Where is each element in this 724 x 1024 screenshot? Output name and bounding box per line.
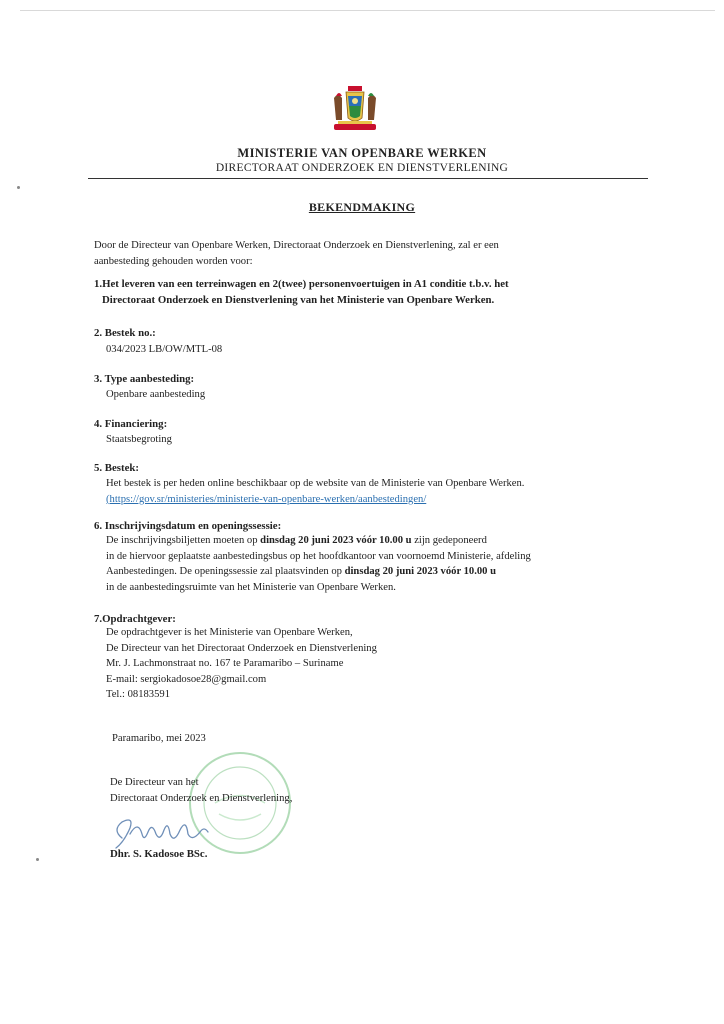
scan-speck <box>17 186 20 189</box>
scan-speck <box>36 858 39 861</box>
item-6-line <box>106 533 646 549</box>
item-6-line <box>106 564 646 580</box>
ministry-name: MINISTERIE VAN OPENBARE WERKEN <box>237 146 487 160</box>
client-email: E-mail: sergiokadosoe28@gmail.com <box>106 673 267 685</box>
item-3-value: Openbare aanbesteding <box>106 389 206 400</box>
item-7-text <box>106 625 646 703</box>
item-3-heading: 3. Type aanbesteding: <box>94 373 195 385</box>
item-6-line: in de aanbestedingsruimte van het Ministerie van Openbare Werken. <box>106 581 396 593</box>
item-6-text-fragment: zijn gedeponeerd <box>411 535 487 546</box>
item-6-text-fragment: De inschrijvingsbiljetten moeten op <box>106 535 261 546</box>
client-address: Mr. J. Lachmonstraat no. 167 te Paramaribo – Suriname <box>106 658 344 669</box>
intro-line: aanbesteding gehouden worden voor: <box>94 255 253 267</box>
item-5-heading: 5. Bestek: <box>94 462 139 474</box>
tender-website-link[interactable]: (https://gov.sr/ministeries/ministerie-van-openbare-werken/aanbestedingen/ <box>106 493 427 505</box>
client-line: De opdrachtgever is het Ministerie van Openbare Werken, <box>106 627 353 638</box>
intro-line: Door de Directeur van Openbare Werken, Directoraat Onderzoek en Dienstverlening, zal er een <box>94 240 499 251</box>
signatory-title-line: De Directeur van het <box>110 777 199 788</box>
item-1-line: 1.Het leveren van een terreinwagen en 2(twee) personenvoertuigen in A1 conditie t.b.v. het <box>94 278 509 290</box>
scan-edge-line <box>20 10 715 11</box>
coat-of-arms-icon <box>328 84 382 134</box>
signatory-title-line: Directoraat Onderzoek en Dienstverlening, <box>110 792 293 804</box>
item-6-line: in de hiervoor geplaatste aanbestedingsbus op het hoofdkantoor van voornoemd Ministerie, afdeling <box>106 550 531 562</box>
client-line: De Directeur van het Directoraat Onderzoek en Dienstverlening <box>106 642 377 654</box>
handwritten-signature-icon <box>108 808 218 852</box>
client-phone: Tel.: 08183591 <box>106 689 170 700</box>
item-4-value: Staatsbegroting <box>106 434 172 445</box>
item-1-line: Directoraat Onderzoek en Dienstverlening van het Ministerie van Openbare Werken. <box>102 293 495 306</box>
item-6-heading: 6. Inschrijvingsdatum en openingssessie: <box>94 520 282 532</box>
item-1-subject <box>94 277 634 308</box>
opening-session-date: dinsdag 20 juni 2023 vóór 10.00 u <box>344 566 496 577</box>
item-5-line: Het bestek is per heden online beschikbaar op de website van de Ministerie van Openbare Werken. <box>106 478 525 489</box>
item-4-heading: 4. Financiering: <box>94 418 168 430</box>
item-2-value: 034/2023 LB/OW/MTL-08 <box>106 344 223 355</box>
item-6-text-fragment: Aanbestedingen. De openingssessie zal plaatsvinden op <box>106 566 345 577</box>
intro-paragraph <box>94 238 644 269</box>
header-divider <box>88 178 648 179</box>
item-6-text <box>106 533 646 595</box>
item-5-text <box>106 476 646 507</box>
signatory-name: Dhr. S. Kadosoe BSc. <box>110 848 208 860</box>
document-title: BEKENDMAKING <box>308 200 416 214</box>
signature-block <box>110 775 650 806</box>
directorate-name: DIRECTORAAT ONDERZOEK EN DIENSTVERLENING <box>215 162 509 174</box>
place-and-date: Paramaribo, mei 2023 <box>112 733 206 744</box>
submission-deadline: dinsdag 20 juni 2023 vóór 10.00 u <box>260 535 412 546</box>
item-2-heading: 2. Bestek no.: <box>94 327 156 339</box>
item-7-heading: 7.Opdrachtgever: <box>94 613 176 625</box>
